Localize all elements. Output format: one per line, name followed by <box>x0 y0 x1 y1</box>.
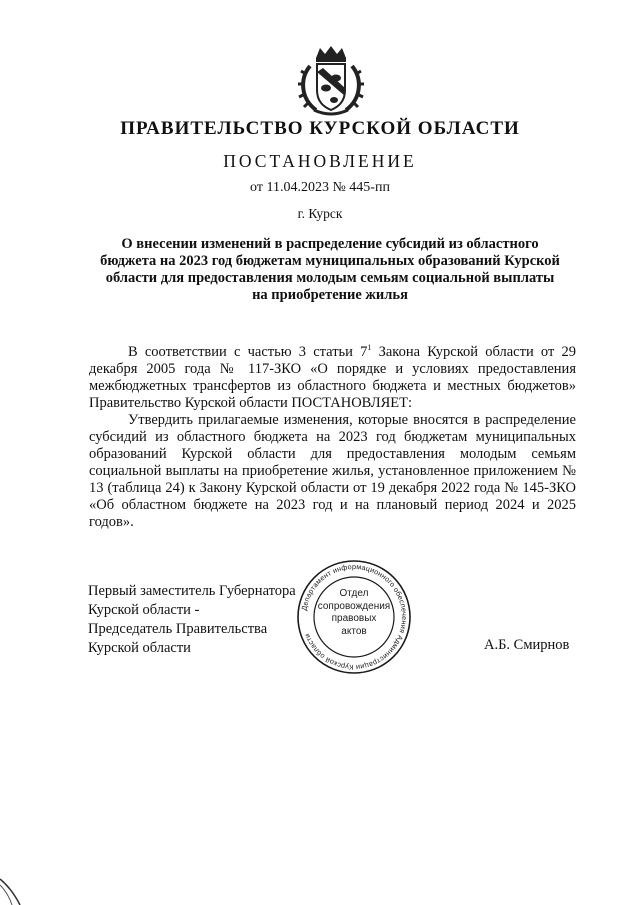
government-name: ПРАВИТЕЛЬСТВО КУРСКОЙ ОБЛАСТИ <box>120 118 520 139</box>
stamp-ring-text: Департамент информационного обеспечения Администрации Курской области <box>299 561 410 673</box>
stamp-inner-text <box>296 588 412 638</box>
coat-of-arms-icon <box>296 44 366 118</box>
signatory-name: А.Б. Смирнов <box>484 637 570 653</box>
title-line: на приобретение жилья <box>252 287 408 303</box>
paragraph-1-text-a: В соответствии с частью 3 статьи 7 <box>128 343 368 360</box>
superscript: 1 <box>367 343 372 352</box>
position-line: Первый заместитель Губернатора <box>88 583 296 599</box>
paragraph-1 <box>89 339 576 412</box>
decree-type: ПОСТАНОВЛЕНИЕ <box>223 151 417 171</box>
position-line: Курской области <box>88 640 191 656</box>
title-line: бюджета на 2023 год бюджетам муниципальных образований Курской <box>100 253 560 269</box>
title-line: О внесении изменений в распределение субсидий из областного <box>121 236 539 252</box>
stamp-line: сопровождения <box>317 600 391 612</box>
city: г. Курск <box>297 206 343 221</box>
position-line: Курской области - <box>88 602 200 618</box>
decree-body <box>89 339 576 531</box>
paragraph-1-text-b: Закона Курской области от 29 декабря 2005 года № 117-ЗКО «О порядке и условиях предоставления межбюджетных трансфертов из областного бюджета и местных бюджетов» Правительство Курской области ПОСТАНОВЛЯЕТ: <box>89 343 577 411</box>
title-line: области для предоставления молодым семьям социальной выплаты <box>105 270 555 286</box>
decree-title <box>100 236 560 304</box>
page-corner-fold <box>0 875 28 905</box>
stamp-line: актов <box>341 625 367 637</box>
stamp-line: Отдел <box>339 588 369 599</box>
decree-date-number: от 11.04.2023 № 445-пп <box>250 180 390 195</box>
stamp-line: правовых <box>331 613 377 624</box>
position-line: Председатель Правительства <box>88 621 268 637</box>
paragraph-2: Утвердить прилагаемые изменения, которые вносятся в распределение субсидий из областного бюджета на 2023 год бюджетам муниципальных образований Курской области для предоставления молодым семьям социальной выплаты на приобретение жилья, установленное приложением № 13 (таблица 24) к Закону Курской области от 19 декабря 2022 года № 145-ЗКО «Об областном бюджете на 2023 год и на плановый период 2024 и 2025 годов». <box>89 411 576 530</box>
